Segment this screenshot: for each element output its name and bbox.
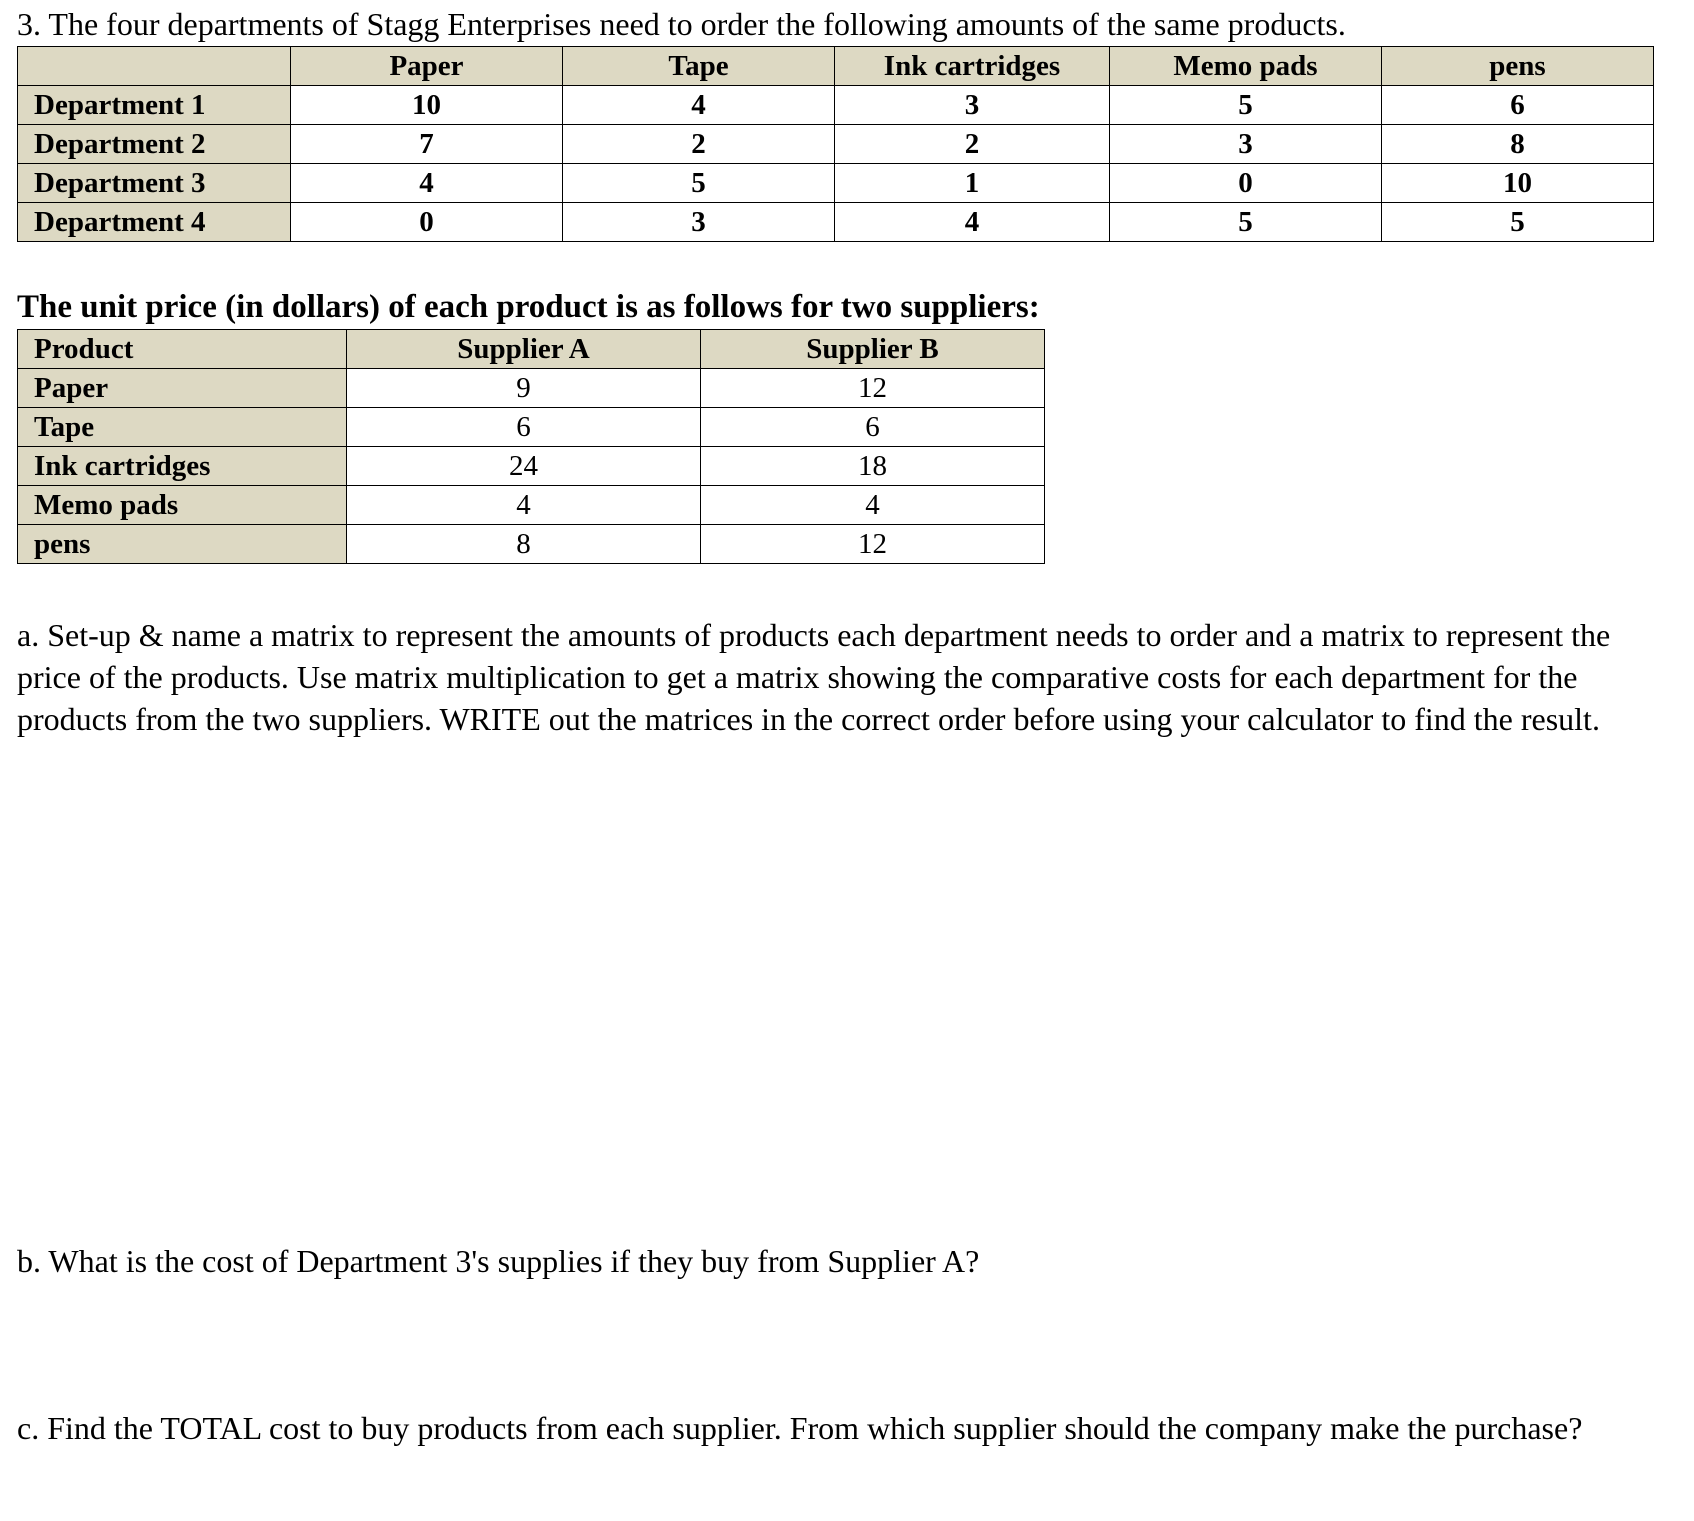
table-cell: 18: [701, 447, 1045, 486]
column-header: Supplier A: [347, 330, 701, 369]
row-header: pens: [18, 525, 347, 564]
table-cell: 2: [835, 125, 1110, 164]
price-table: [17, 329, 1045, 564]
column-header: Memo pads: [1110, 47, 1382, 86]
table-cell: 4: [563, 86, 835, 125]
row-header: Paper: [18, 369, 347, 408]
table-row: [18, 86, 1654, 125]
column-header: Tape: [563, 47, 835, 86]
table-row: [18, 486, 1045, 525]
table-row: [18, 408, 1045, 447]
table-row: [18, 447, 1045, 486]
table-cell: 6: [701, 408, 1045, 447]
column-header: Supplier B: [701, 330, 1045, 369]
table-cell: 12: [701, 369, 1045, 408]
table-cell: 4: [291, 164, 563, 203]
table-cell: 8: [347, 525, 701, 564]
orders-table: [17, 46, 1654, 242]
table-cell: 6: [1382, 86, 1654, 125]
table-cell: 6: [347, 408, 701, 447]
table-cell: 5: [563, 164, 835, 203]
row-header: Department 2: [18, 125, 291, 164]
table-cell: 12: [701, 525, 1045, 564]
table-row: [18, 164, 1654, 203]
table-row: [18, 369, 1045, 408]
table-cell: 4: [701, 486, 1045, 525]
price-header-row: [18, 330, 1045, 369]
column-header: Ink cartridges: [835, 47, 1110, 86]
question-a: a. Set-up & name a matrix to represent the amounts of products each department needs to order and a matrix to represent the price of the products. Use matrix multiplication to get a matrix showing the comparative costs for each department for the products from the two suppliers. WRITE out the matrices in the correct order before using your calculator to find the result.: [17, 617, 1611, 737]
problem-intro: 3. The four departments of Stagg Enterprises need to order the following amounts of the same products.: [17, 6, 1346, 42]
table-cell: 9: [347, 369, 701, 408]
table-cell: 4: [835, 203, 1110, 242]
table-row: [18, 203, 1654, 242]
column-header: Product: [18, 330, 347, 369]
table-cell: 5: [1110, 86, 1382, 125]
table-cell: 10: [291, 86, 563, 125]
question-b: b. What is the cost of Department 3's supplies if they buy from Supplier A?: [17, 1243, 980, 1279]
table-cell: 0: [1110, 164, 1382, 203]
row-header: Tape: [18, 408, 347, 447]
column-header: Paper: [291, 47, 563, 86]
table-cell: 5: [1382, 203, 1654, 242]
row-header: Department 3: [18, 164, 291, 203]
table-row: [18, 125, 1654, 164]
question-c: c. Find the TOTAL cost to buy products from each supplier. From which supplier should the company make the purchase?: [17, 1410, 1583, 1446]
price-heading: The unit price (in dollars) of each product is as follows for two suppliers:: [17, 289, 1040, 325]
row-header: Memo pads: [18, 486, 347, 525]
table-cell: 10: [1382, 164, 1654, 203]
row-header: Department 4: [18, 203, 291, 242]
table-cell: 2: [563, 125, 835, 164]
table-cell: 7: [291, 125, 563, 164]
row-header: Department 1: [18, 86, 291, 125]
table-cell: 24: [347, 447, 701, 486]
table-cell: 3: [563, 203, 835, 242]
table-cell: 5: [1110, 203, 1382, 242]
row-header: Ink cartridges: [18, 447, 347, 486]
orders-header-row: [18, 47, 1654, 86]
table-cell: 1: [835, 164, 1110, 203]
table-cell: 8: [1382, 125, 1654, 164]
table-cell: 3: [835, 86, 1110, 125]
table-cell: 0: [291, 203, 563, 242]
column-header: pens: [1382, 47, 1654, 86]
table-cell: 4: [347, 486, 701, 525]
table-row: [18, 525, 1045, 564]
orders-corner-cell: [18, 47, 291, 86]
table-cell: 3: [1110, 125, 1382, 164]
